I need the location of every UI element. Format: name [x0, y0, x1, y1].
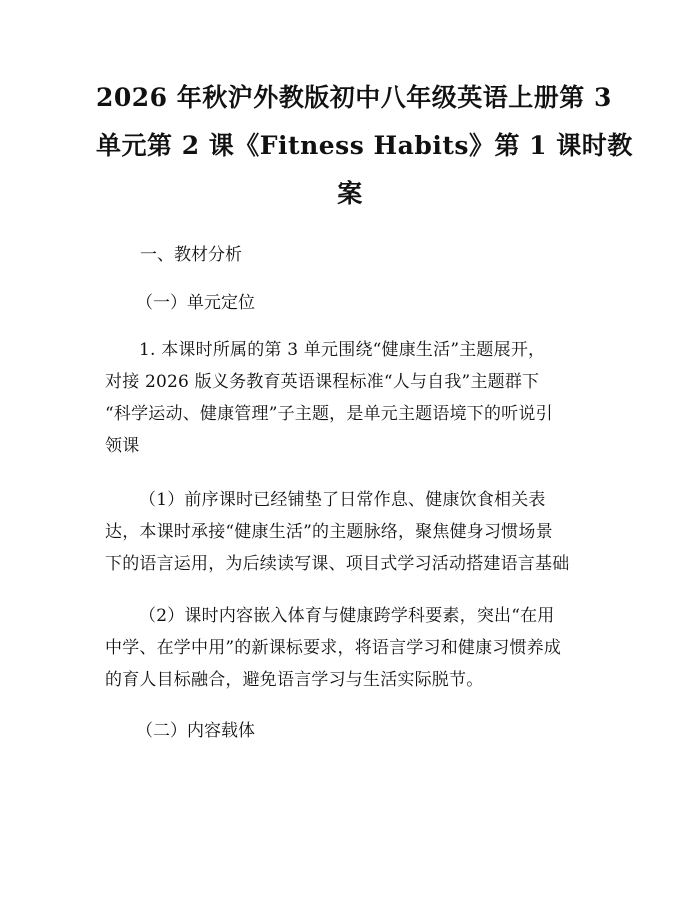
document-title: [96, 74, 633, 218]
paragraph-line: 下的语言运用，为后续读写课、项目式学习活动搭建语言基础: [105, 554, 570, 574]
subsection-heading-content-carrier: （二）内容载体: [136, 721, 255, 741]
paragraph-line: 对接 2026 版义务教育英语课程标准“人与自我”主题群下: [105, 372, 540, 392]
title-line: 2026 年秋沪外教版初中八年级英语上册第 3: [96, 83, 612, 112]
subsection-heading-unit-positioning: （一）单元定位: [136, 293, 255, 313]
paragraph-line: 1. 本课时所属的第 3 单元围绕“健康生活”主题展开，: [139, 340, 546, 360]
title-line: 单元第 2 课《Fitness Habits》第 1 课时教: [96, 131, 633, 160]
section-heading-materials-analysis: 一、教材分析: [140, 245, 242, 265]
title-line: 案: [337, 179, 363, 208]
paragraph-unit-positioning: [105, 334, 601, 462]
paragraph-line: “科学运动、健康管理”子主题，是单元主题语境下的听说引: [105, 404, 553, 424]
paragraph-line: 达，本课时承接“健康生活”的主题脉络，聚焦健身习惯场景: [105, 522, 553, 542]
paragraph-cross-discipline: [105, 600, 601, 696]
paragraph-prior-lessons: [105, 484, 601, 580]
paragraph-line: 领课: [105, 436, 140, 456]
paragraph-line: 的育人目标融合，避免语言学习与生活实际脱节。: [105, 670, 484, 690]
paragraph-line: （2）课时内容嵌入体育与健康跨学科要素，突出“在用: [139, 606, 555, 626]
paragraph-line: （1）前序课时已经铺垫了日常作息、健康饮食相关表: [139, 490, 546, 510]
paragraph-line: 中学、在学中用”的新课标要求，将语言学习和健康习惯养成: [105, 638, 562, 658]
